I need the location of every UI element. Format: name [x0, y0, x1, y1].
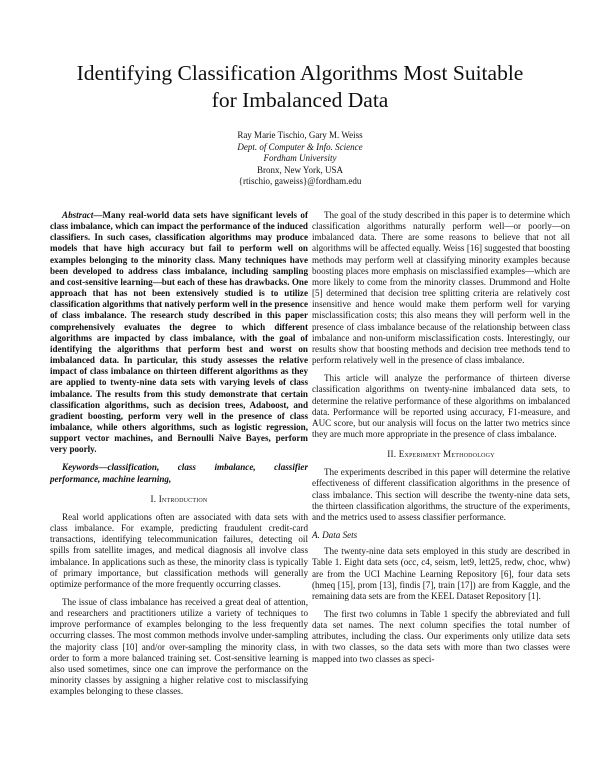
abstract: [50, 210, 308, 455]
title-line-1: Identifying Classification Algorithms Most Suitable: [76, 61, 524, 85]
intro-paragraph-4: This article will analyze the performance of thirteen diverse classification algorithms on twenty-nine imbalanced data sets, to determine the relative performance of these algorithms on imbalanced data. Performance will be reported using accuracy, F1-measure, and AUC score, but our analysis will focus on the latter two metrics since they are much more appropriate in the presence of class imbalance.: [312, 373, 570, 439]
subsection-heading-data-sets: A. Data Sets: [312, 530, 358, 541]
section-heading-methodology: II. Experiment Methodology: [387, 449, 495, 460]
keywords: Keywords—classification, class imbalance, classifier performance, machine learning,: [50, 462, 308, 484]
abstract-text: —Many real-world data sets have significant levels of class imbalance, which can impact the performance of the induced classifiers. In such cases, classification algorithms may produce models that have high accuracy but fail to perform well on examples belonging to the minority class. Many techniques have been developed to address class imbalance, including sampling and cost-sensitive learning—but each of these has drawbacks. One approach that has not been extensively studied is to utilize classification algorithms that natively perform well in the presence of class imbalance. The research study described in this paper comprehensively evaluates the degree to which different algorithms are impacted by class imbalance, with the goal of identifying the algorithms that perform best and worst on imbalanced data. In particular, this study assesses the relative impact of class imbalance on thirteen different algorithms as they are applied to twenty-nine data sets with varying levels of class imbalance. The results from this study demonstrate that certain classification algorithms, such as decision trees, Adaboost, and gradient boosting, perform very well in the presence of class imbalance, while others algorithms, such as logistic regression, support vector machines, and Bernoulli Naïve Bayes, perform very poorly.: [50, 210, 308, 455]
datasets-paragraph-2: The first two columns in Table 1 specify the abbreviated and full data set names. The next column specifies the total number of attributes, including the class. Our experiments only utilize data sets with two classes, so the data sets with more than two classes were mapped into two classes as speci-: [312, 609, 570, 664]
methodology-paragraph-1: The experiments described in this paper will determine the relative effectiveness of different classification algorithms in the presence of class imbalance. This section will describe the twenty-nine data sets, the thirteen classification algorithms, the structure of the experiments, and the metrics used to assess classifier performance.: [312, 467, 570, 522]
intro-paragraph-3: The goal of the study described in this paper is to determine which classification algorithms naturally perform well—or poorly—on imbalanced data. There are some reasons to believe that not all algorithms will be affected equally. Weiss [16] suggested that boosting methods may perform well at classifying minority examples because boosting places more emphasis on misclassified examples—which are more likely to come from the minority classes. Drummond and Holte [5] determined that decision tree splitting criteria are relatively cost insensitive and hence would make them perform well for varying misclassification costs; this also means they will perform well in the presence of class imbalance because of the relationship between class imbalance and non-uniform misclassification costs. Interestingly, our results show that boosting methods and decision tree methods tend to perform relatively well in the presence of class imbalance.: [312, 210, 570, 366]
author-department: Dept. of Computer & Info. Science: [237, 141, 363, 152]
paper-title: [40, 60, 560, 114]
title-line-2: for Imbalanced Data: [211, 88, 389, 112]
section-heading-introduction: I. Introduction: [150, 493, 208, 504]
datasets-paragraph-1: The twenty-nine data sets employed in this study are described in Table 1. Eight data sets (occ, c4, seism, let9, lett25, redw, choc, whw) are from the UCI Machine Learning Repository [6], four data sets (hmeq [15], prom [13], findis [7], train [17]) are from Kaggle, and the remaining data sets are from the KEEL Dataset Repository [1].: [312, 546, 570, 601]
right-column: [312, 210, 570, 672]
abstract-lead: Abstract: [62, 210, 94, 220]
author-names: Ray Marie Tischio, Gary M. Weiss: [237, 130, 363, 140]
author-university: Fordham University: [263, 153, 337, 163]
intro-paragraph-1: Real world applications often are associated with data sets with class imbalance. For example, predicting fraudulent credit-card transactions, identifying telecommunication failures, detecting oil spills from satellite images, and medical diagnosis all involve class imbalance. In applications such as these, the minority class is typically of primary importance, but classification methods will generally optimize performance of the more frequently occurring classes.: [50, 511, 308, 589]
left-column: [50, 210, 308, 704]
author-block: [150, 130, 450, 188]
author-location: Bronx, New York, USA: [256, 164, 343, 175]
intro-paragraph-2: The issue of class imbalance has received a great deal of attention, and researchers and practitioners utilize a variety of techniques to improve performance of examples belonging to the less frequently occurring classes. The most common methods involve under-sampling the majority class [10] and/or over-sampling the minority class, in order to form a more balanced training set. Cost-sensitive learning is also used sometimes, since one can improve the performance on the minority classes by assigning a higher relative cost to misclassifying examples belonging to these classes.: [50, 597, 308, 697]
author-email: {rtischio, gaweiss}@fordham.edu: [238, 176, 362, 186]
